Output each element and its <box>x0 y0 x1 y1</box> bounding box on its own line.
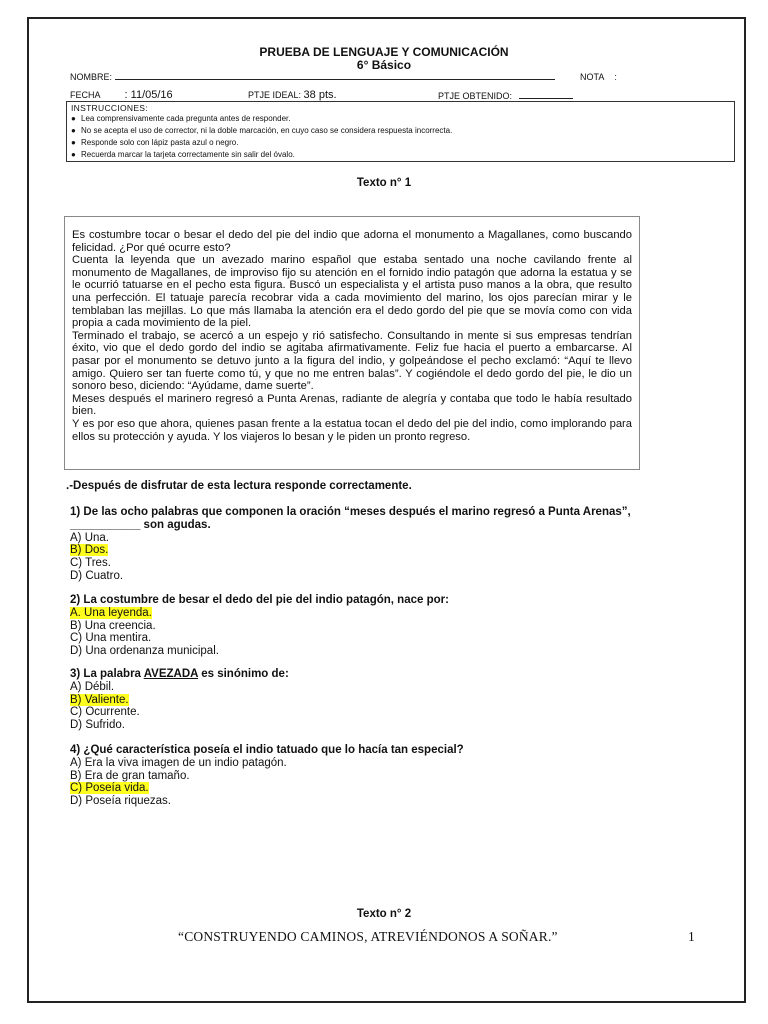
option-c[interactable]: C) Tres. <box>70 557 111 570</box>
option-d[interactable]: D) Sufrido. <box>70 719 125 732</box>
instruction-item: ● Lea comprensivamente cada pregunta antes de responder. <box>71 114 291 123</box>
page-number: 1 <box>688 929 695 944</box>
ptje-ideal-label: PTJE IDEAL: <box>248 90 302 100</box>
grade-subtitle: 6° Básico <box>356 58 412 72</box>
option-d[interactable]: D) Cuatro. <box>70 569 124 582</box>
option-b[interactable] <box>70 544 640 557</box>
nota-row <box>580 72 617 82</box>
option-a[interactable]: A) Una. <box>70 531 109 544</box>
bullet-icon: ● <box>71 114 76 123</box>
fecha-value: : 11/05/16 <box>124 89 173 101</box>
texto2-heading: Texto n° 2 <box>356 908 412 920</box>
instruction-item: ● No se acepta el uso de corrector, ni la doble marcación, en cuyo caso se considera respuesta incorrecta. <box>71 126 453 135</box>
instructions-title: INSTRUCCIONES: <box>71 103 148 113</box>
question-text: 3) La palabra AVEZADA es sinónimo de: <box>70 668 289 680</box>
nombre-row <box>70 72 555 82</box>
nota-colon: : <box>614 72 617 82</box>
bullet-icon: ● <box>71 126 76 135</box>
ptje-ideal-row <box>248 89 337 101</box>
option-a[interactable]: A) Era la viva imagen de un indio patagón. <box>70 756 287 769</box>
option-a[interactable] <box>70 607 640 620</box>
option-d[interactable]: D) Poseía riquezas. <box>70 795 171 808</box>
highlighted-answer: C) Poseía vida. <box>70 782 149 795</box>
nombre-field[interactable] <box>115 79 555 80</box>
question-text: 2) La costumbre de besar el dedo del pie del indio patagón, nace por: <box>70 594 449 606</box>
question-3 <box>70 668 640 732</box>
school-motto: “CONSTRUYENDO CAMINOS, ATREVIÉNDONOS A SOÑAR.” <box>178 929 558 944</box>
instruction-item: ● Recuerda marcar la tarjeta correctamente sin salir del óvalo. <box>71 150 295 159</box>
question-1 <box>70 506 640 583</box>
question-4 <box>70 744 640 808</box>
underlined-word: AVEZADA <box>143 668 199 680</box>
ptje-obtenido-label: PTJE OBTENIDO: <box>438 91 513 101</box>
highlighted-answer: B) Valiente. <box>70 693 129 706</box>
highlighted-answer: B) Dos. <box>70 544 109 557</box>
option-b[interactable] <box>70 694 640 707</box>
nombre-label: NOMBRE: <box>70 72 113 82</box>
nota-label: NOTA <box>580 72 604 82</box>
reading-paragraph: Es costumbre tocar o besar el dedo del pie del indio que adorna el monumento a Magallanes, como buscando felicidad. ¿Por qué ocurre esto? <box>72 229 632 254</box>
option-c[interactable] <box>70 782 640 795</box>
question-text: 4) ¿Qué característica poseía el indio tatuado que lo hacía tan especial? <box>70 744 464 756</box>
instructions-box <box>66 101 735 162</box>
fecha-label: FECHA <box>70 90 101 100</box>
option-c[interactable]: C) Una mentira. <box>70 632 152 645</box>
option-d[interactable]: D) Una ordenanza municipal. <box>70 645 219 658</box>
highlighted-answer: A. Una leyenda. <box>70 606 152 619</box>
option-a[interactable]: A) Débil. <box>70 680 115 693</box>
reading-paragraph: Meses después el marinero regresó a Punta Arenas, radiante de alegría y contaba que todo le había resultado bien. <box>72 392 632 418</box>
question-text: 1) De las ocho palabras que componen la oración “meses después el marino regresó a Punta Arenas”, ___________ son agudas. <box>70 506 631 531</box>
option-b[interactable]: B) Una creencia. <box>70 619 156 632</box>
fecha-row <box>70 89 173 101</box>
texto1-heading: Texto n° 1 <box>356 177 412 189</box>
instruction-item: ● Responde solo con lápiz pasta azul o negro. <box>71 138 239 147</box>
reading-paragraph: Y es por eso que ahora, quienes pasan frente a la estatua tocan el dedo del pie del indio, como implorando para ellos su protección y ayuda. Y los viajeros lo besan y le piden un pronto regreso. <box>72 417 632 443</box>
reading-paragraph: Terminado el trabajo, se acercó a un espejo y rió satisfecho. Consultando in mente si sus empresas tendrían éxito, vio que el dedo gordo del indio se agitaba afirmativamente. Feliz fue hacia el puerto a embarcarse. Al pasar por el monumento se detuvo junto a la figura del indio, y golpeándose el pecho exclamó: “Aquí te llevo amigo. Quiero ser tan fuerte como tú, y que no me entren balas”. Y cogiéndole el dedo gordo del pie, le dio un sonoro beso, diciendo: “Ayúdame, dame suerte”. <box>72 329 632 393</box>
bullet-icon: ● <box>71 138 76 147</box>
exam-title: PRUEBA DE LENGUAJE Y COMUNICACIÓN <box>259 45 509 59</box>
ptje-obtenido-row <box>438 91 573 101</box>
bullet-icon: ● <box>71 150 76 159</box>
option-b[interactable]: B) Era de gran tamaño. <box>70 769 190 782</box>
reading-text-box <box>64 216 640 470</box>
intro-instruction: .-Después de disfrutar de esta lectura responde correctamente. <box>66 480 412 492</box>
ptje-obtenido-field[interactable] <box>519 98 573 99</box>
question-2 <box>70 594 640 658</box>
reading-paragraph: Cuenta la leyenda que un avezado marino español que estaba sentado una noche cavilando frente al monumento de Magallanes, de improviso fijo su atención en el fornido indio patagón que adorna la estatua y se le ocurrió tatuarse en el pecho esta figura. Buscó un especialista y el artista puso manos a la obra, que resulto una perfección. El tatuaje parecía recobrar vida a cada movimiento del marino, los ojos parecían mirar y le temblaban las mejillas. Lo que más llamaba la atención era el dedo gordo del pie que se movía como con vida propia a cada movimiento de la piel. <box>72 254 632 330</box>
ptje-ideal-value: 38 pts. <box>303 89 337 101</box>
option-c[interactable]: C) Ocurrente. <box>70 706 140 719</box>
